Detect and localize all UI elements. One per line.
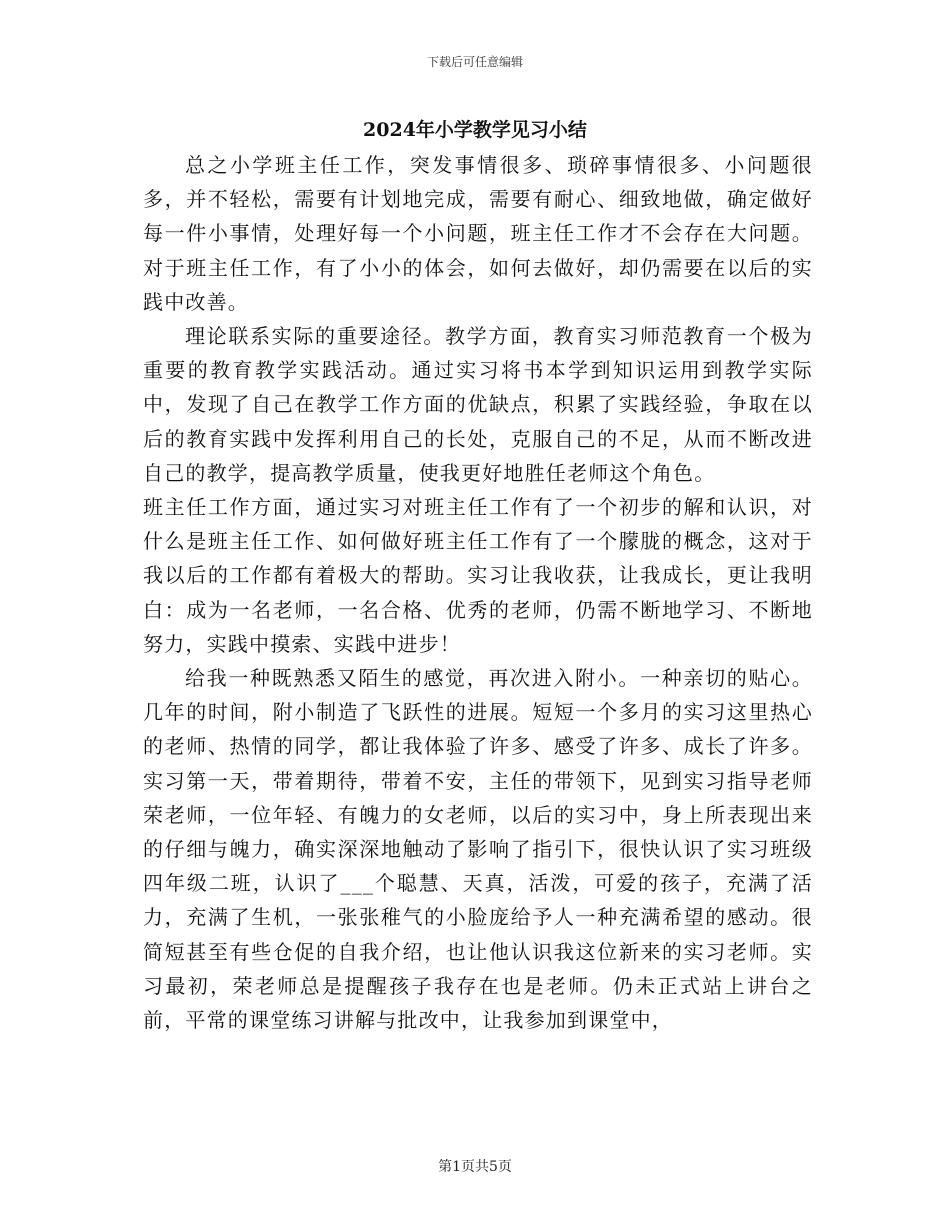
paragraph-class-teacher-summary: 总之小学班主任工作，突发事情很多、琐碎事情很多、小问题很多，并不轻松，需要有计划地完成，需要有耐心、细致地做，确定做好每一件小事情，处理好每一个小问题，班主任工作才不会存在大问题。对于班主任工作，有了小小的体会，如何去做好，却仍需要在以后的实践中改善。 [143, 153, 813, 314]
page-number: 第1页共5页 [438, 1159, 512, 1175]
document-body [143, 148, 813, 1037]
document-title: 2024年小学教学见习小结 [363, 119, 587, 141]
paragraph-internship-experience: 给我一种既熟悉又陌生的感觉，再次进入附小。一种亲切的贴心。几年的时间，附小制造了飞跃性的进展。短短一个多月的实习这里热心的老师、热情的同学，都让我体验了许多、感受了许多、成长了许多。实习第一天，带着期待，带着不安，主任的带领下，见到实习指导老师荣老师，一位年轻、有魄力的女老师，以后的实习中，身上所表现出来的仔细与魄力，确实深深地触动了影响了指引下，很快认识了实习班级四年级二班，认识了___个聪慧、天真，活泼，可爱的孩子，充满了活力，充满了生机，一张张稚气的小脸庞给予人一种充满希望的感动。很简短甚至有些仓促的自我介绍，也让他认识我这位新来的实习老师。实习最初，荣老师总是提醒孩子我存在也是老师。仍未正式站上讲台之前，平常的课堂练习讲解与批改中，让我参加到课堂中， [143, 666, 813, 1033]
page-header-note: 下载后可任意编辑 [426, 55, 523, 69]
paragraph-teaching-practice: 理论联系实际的重要途径。教学方面，教育实习师范教育一个极为重要的教育教学实践活动。通过实习将书本学到知识运用到教学实际中，发现了自己在教学工作方面的优缺点，积累了实践经验，争取在以后的教育实践中发挥利用自己的长处，克服自己的不足，从而不断改进自己的教学，提高教学质量，使我更好地胜任老师这个角色。 [143, 324, 813, 485]
paragraph-class-teacher-work: 班主任工作方面，通过实习对班主任工作有了一个初步的解和认识，对什么是班主任工作、如何做好班主任工作有了一个朦胧的概念，这对于我以后的工作都有着极大的帮助。实习让我收获，让我成长，更让我明白：成为一名老师，一名合格、优秀的老师，仍需不断地学习、不断地努力，实践中摸索、实践中进步！ [143, 495, 813, 656]
